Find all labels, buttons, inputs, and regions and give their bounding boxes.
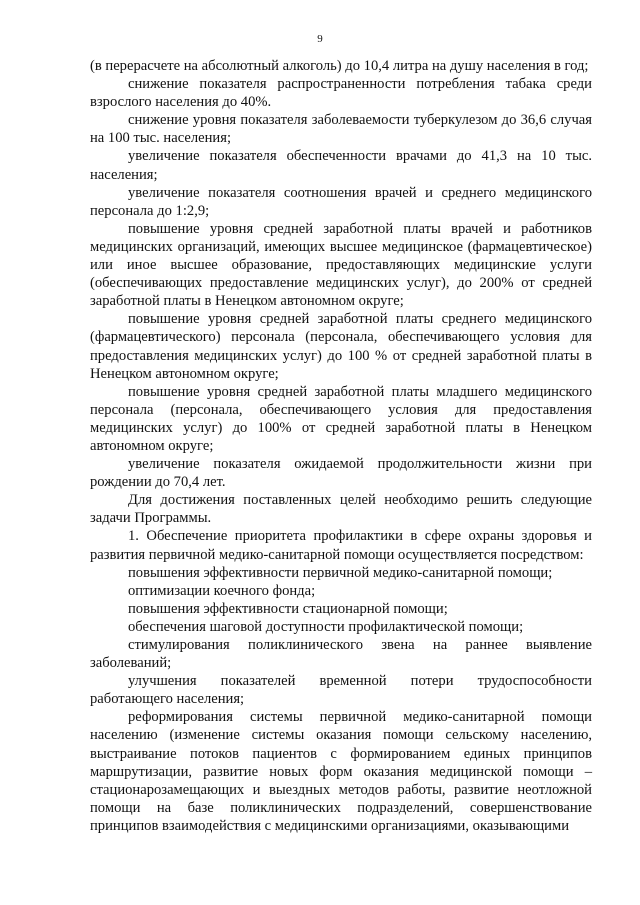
paragraph: увеличение показателя соотношения врачей и среднего медицинского персонала до 1:2,9;	[90, 184, 592, 219]
paragraph: реформирования системы первичной медико-санитарной помощи населению (изменение системы оказания помощи сельскому населению, выстраивание потоков пациентов с формированием единых принципов маршрутизации, развитие новых форм оказания медицинской помощи – стационарозамещающих и выездных методов работы, развитие неотложной помощи на базе поликлинических подразделений, совершенствование принципов взаимодействия с медицинскими организациями, оказывающими	[90, 709, 592, 834]
paragraph: повышение уровня средней заработной платы среднего медицинского (фармацевтического) персонала (персонала, обеспечивающего условия для предоставления медицинских услуг) до 100 % от средней заработной платы в Ненецком автономном округе;	[90, 311, 592, 382]
paragraph: повышение уровня средней заработной платы младшего медицинского персонала (персонала, обеспечивающего условия для предоставления медицинских услуг) до 100% от средней заработной платы в Ненецком автономном округе;	[90, 383, 592, 454]
paragraph: повышения эффективности стационарной помощи;	[128, 600, 448, 617]
paragraph: увеличение показателя ожидаемой продолжительности жизни при рождении до 70,4 лет.	[90, 456, 592, 491]
paragraph: стимулирования поликлинического звена на раннее выявление заболеваний;	[90, 637, 592, 672]
document-body	[90, 57, 592, 835]
paragraph: Для достижения поставленных целей необходимо решить следующие задачи Программы.	[90, 492, 592, 527]
paragraph: увеличение показателя обеспеченности врачами до 41,3 на 10 тыс. населения;	[90, 148, 592, 183]
paragraph: снижение уровня показателя заболеваемости туберкулезом до 36,6 случая на 100 тыс. населения;	[90, 112, 592, 147]
paragraph: обеспечения шаговой доступности профилактической помощи;	[128, 618, 524, 635]
paragraph: повышения эффективности первичной медико-санитарной помощи;	[128, 564, 553, 581]
paragraph: оптимизации коечного фонда;	[128, 582, 316, 599]
paragraph: 1. Обеспечение приоритета профилактики в сфере охраны здоровья и развития первичной медико-санитарной помощи осуществляется посредством:	[90, 528, 592, 563]
paragraph: повышение уровня средней заработной платы врачей и работников медицинских организаций, имеющих высшее медицинское (фармацевтическое) или иное высшее образование, предоставляющих медицинские услуги (обеспечивающих предоставление медицинских услуг), до 200% от средней заработной платы в Ненецком автономном округе;	[90, 220, 592, 310]
paragraph: (в перерасчете на абсолютный алкоголь) до 10,4 литра на душу населения в год;	[90, 58, 589, 74]
page-number: 9	[317, 33, 323, 45]
paragraph: снижение показателя распространенности потребления табака среди взрослого населения до 40%.	[90, 76, 592, 111]
paragraph: улучшения показателей временной потери трудоспособности работающего населения;	[90, 673, 592, 708]
